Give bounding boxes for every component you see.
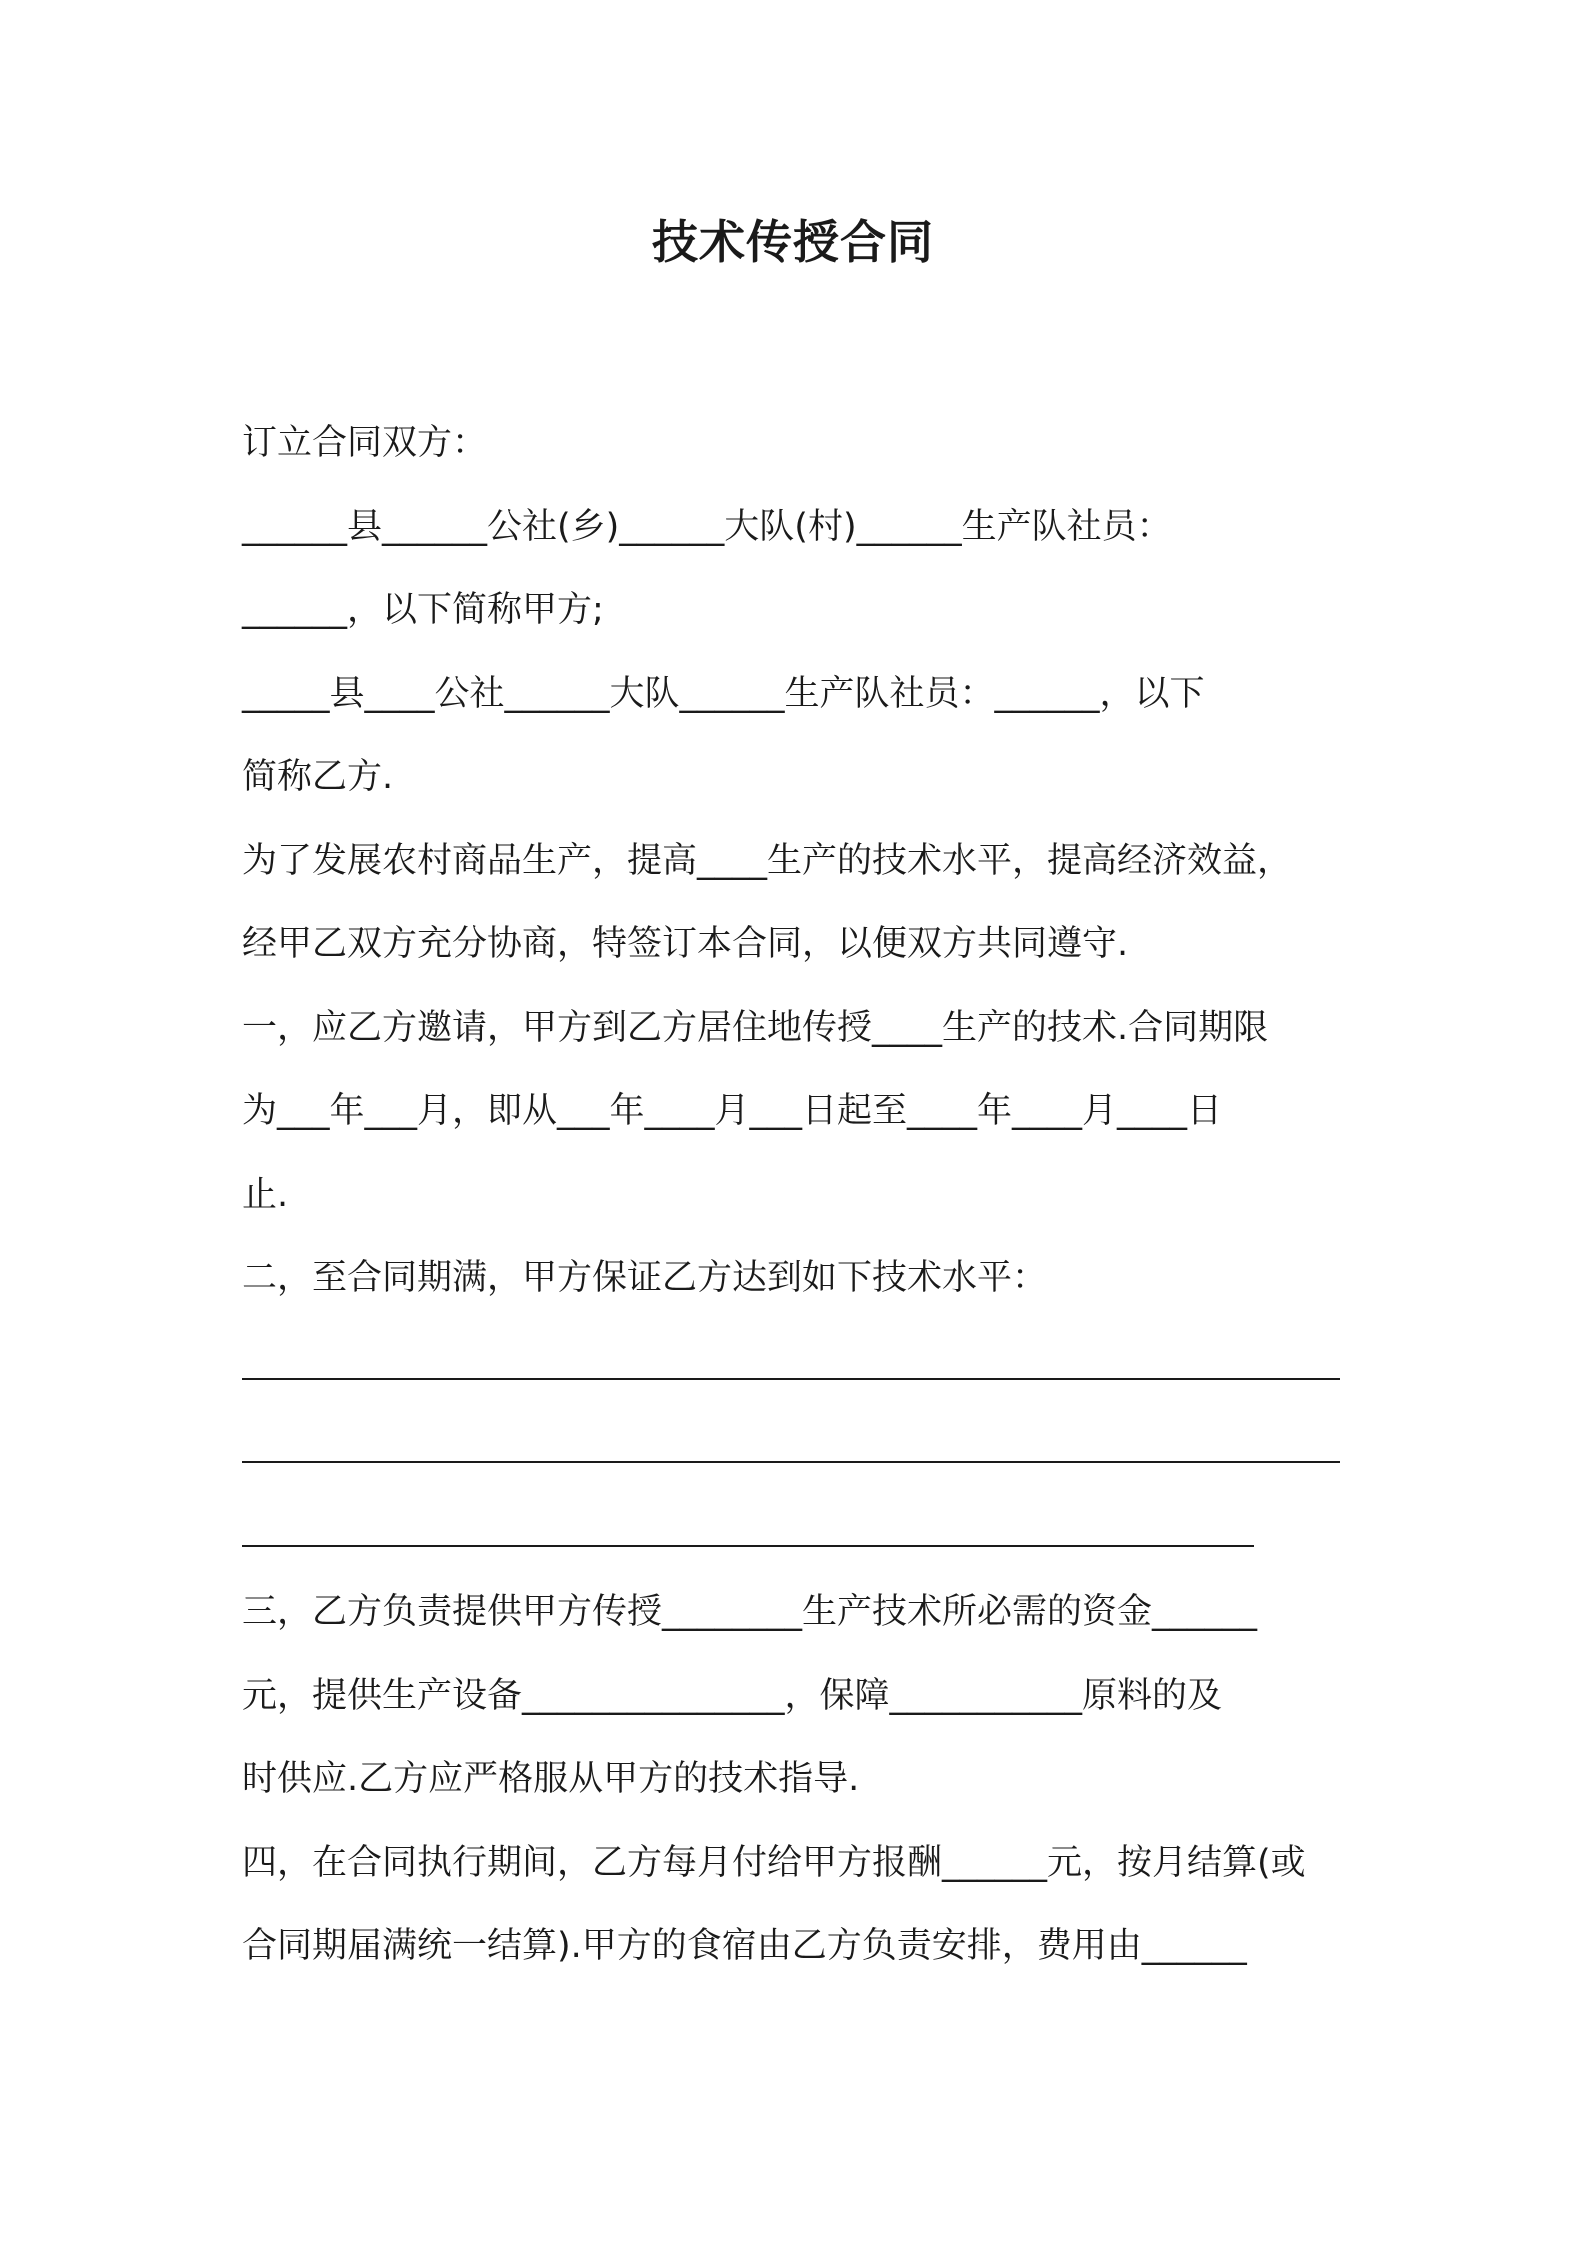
document-title: 技术传授合同 (652, 215, 934, 269)
blank-rule (242, 1461, 1340, 1463)
text-line: 经甲乙双方充分协商，特签订本合同，以便双方共同遵守. (242, 924, 1129, 964)
text-line: 简称乙方. (242, 757, 394, 797)
text-line: 二，至合同期满，甲方保证乙方达到如下技术水平： (242, 1258, 1048, 1298)
document-body (242, 402, 1362, 1989)
text-line: 元，提供生产设备_______________，保障___________原料的及 (242, 1675, 1223, 1716)
blank-rule (242, 1378, 1340, 1380)
fill-in-blank-line (242, 1321, 1362, 1405)
fill-in-blank-line (242, 1488, 1362, 1572)
text-line: 为了发展农村商品生产，提高____生产的技术水平，提高经济效益， (242, 840, 1293, 881)
text-line: 时供应.乙方应严格服从甲方的技术指导. (242, 1759, 860, 1799)
text-line: _____县____公社______大队______生产队社员：______，以下 (242, 673, 1205, 714)
text-line: 止. (242, 1174, 289, 1215)
blank-rule (242, 1545, 1254, 1547)
text-line: ______县______公社(乡)______大队(村)______生产队社员： (242, 506, 1172, 547)
text-line: 订立合同双方： (242, 423, 488, 463)
text-line: 合同期届满统一结算).甲方的食宿由乙方负责安排，费用由______ (242, 1926, 1247, 1966)
text-line: ______，以下简称甲方; (242, 590, 604, 630)
text-line: 四，在合同执行期间，乙方每月付给甲方报酬______元，按月结算(或 (242, 1842, 1306, 1883)
text-line: 一，应乙方邀请，甲方到乙方居住地传授____生产的技术.合同期限 (242, 1007, 1269, 1048)
text-line: 为___年___月，即从___年____月___日起至____年____月____日 (242, 1091, 1223, 1131)
text-line: 三，乙方负责提供甲方传授________生产技术所必需的资金______ (242, 1592, 1258, 1632)
fill-in-blank-line (242, 1404, 1362, 1488)
